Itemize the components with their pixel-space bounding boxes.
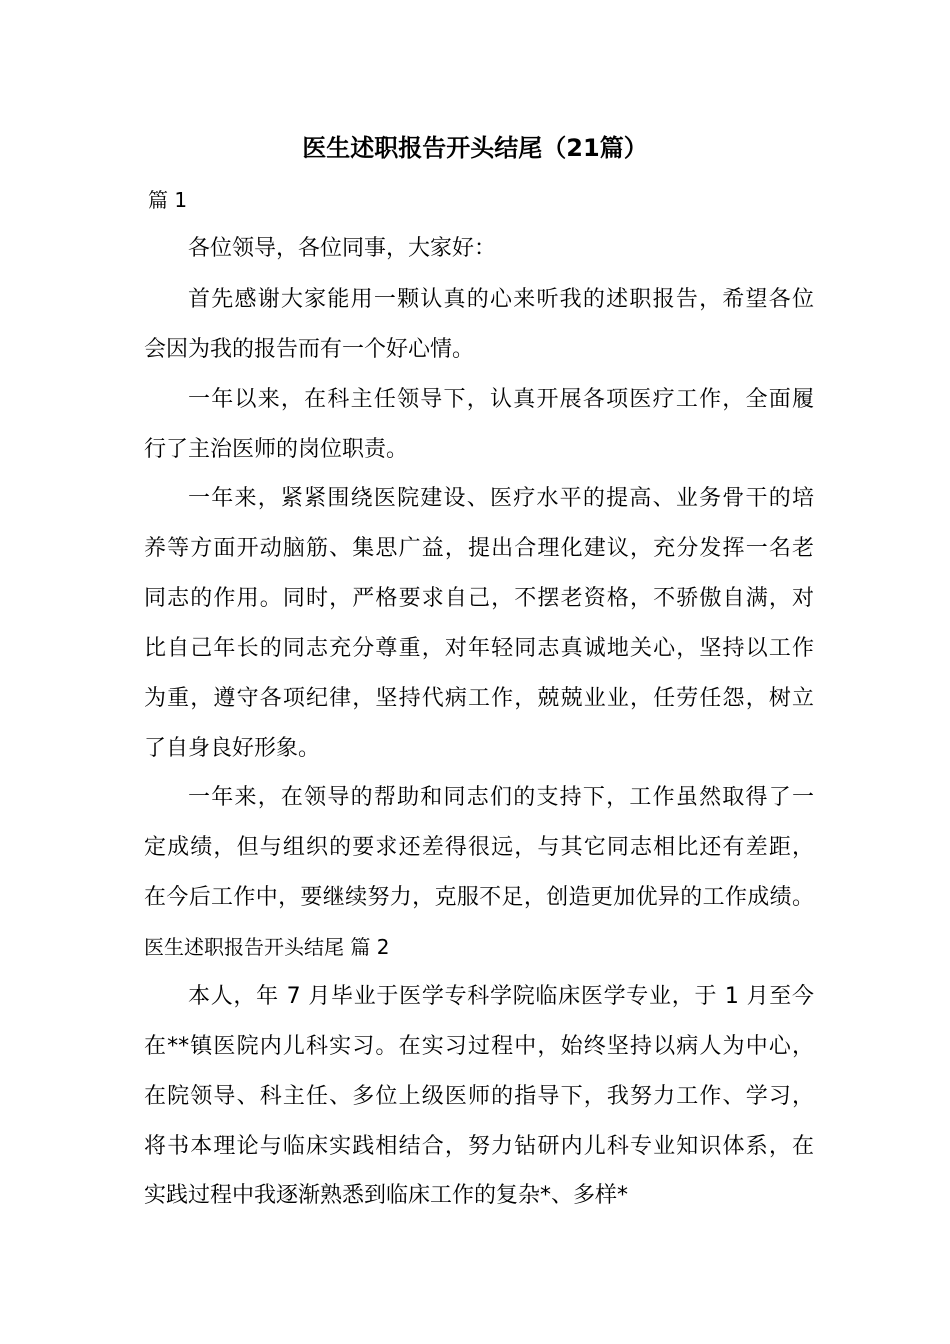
- document-title: 医生述职报告开头结尾（21篇）: [302, 134, 648, 162]
- paragraph-line: 在今后工作中，要继续努力，克服不足，创造更加优异的工作成绩。: [144, 885, 814, 910]
- paragraph-line: 为重，遵守各项纪律，坚持代病工作，兢兢业业，任劳任怨，树立: [144, 686, 814, 711]
- paragraph-line: 将书本理论与临床实践相结合，努力钻研内儿科专业知识体系，在: [144, 1134, 814, 1159]
- section-label-1: 篇 1: [148, 188, 188, 212]
- paragraph-line: 一年以来，在科主任领导下，认真开展各项医疗工作，全面履: [188, 387, 814, 412]
- paragraph-line: 一年来，在领导的帮助和同志们的支持下，工作虽然取得了一: [188, 785, 814, 810]
- paragraph-line: 在**镇医院内儿科实习。在实习过程中，始终坚持以病人为中心，: [144, 1034, 814, 1059]
- paragraph-line: 同志的作用。同时，严格要求自己，不摆老资格，不骄傲自满，对: [144, 586, 814, 611]
- section-heading-2: 医生述职报告开头结尾 篇 2: [144, 935, 390, 959]
- paragraph-line: 各位领导，各位同事，大家好：: [188, 236, 497, 261]
- paragraph-line: 实践过程中我逐渐熟悉到临床工作的复杂*、多样*: [144, 1183, 629, 1208]
- paragraph-line: 在院领导、科主任、多位上级医师的指导下，我努力工作、学习，: [144, 1084, 814, 1109]
- paragraph-line: 本人，年 7 月毕业于医学专科学院临床医学专业，于 1 月至今: [188, 984, 814, 1009]
- paragraph-line: 比自己年长的同志充分尊重，对年轻同志真诚地关心，坚持以工作: [144, 636, 814, 661]
- paragraph-line: 定成绩，但与组织的要求还差得很远，与其它同志相比还有差距，: [144, 835, 814, 860]
- paragraph-line: 首先感谢大家能用一颗认真的心来听我的述职报告，希望各位: [188, 287, 814, 312]
- paragraph-line: 了自身良好形象。: [144, 736, 321, 761]
- paragraph-line: 会因为我的报告而有一个好心情。: [144, 337, 475, 362]
- paragraph-line: 一年来，紧紧围绕医院建设、医疗水平的提高、业务骨干的培: [188, 486, 814, 511]
- paragraph-line: 行了主治医师的岗位职责。: [144, 437, 409, 462]
- paragraph-line: 养等方面开动脑筋、集思广益，提出合理化建议，充分发挥一名老: [144, 536, 814, 561]
